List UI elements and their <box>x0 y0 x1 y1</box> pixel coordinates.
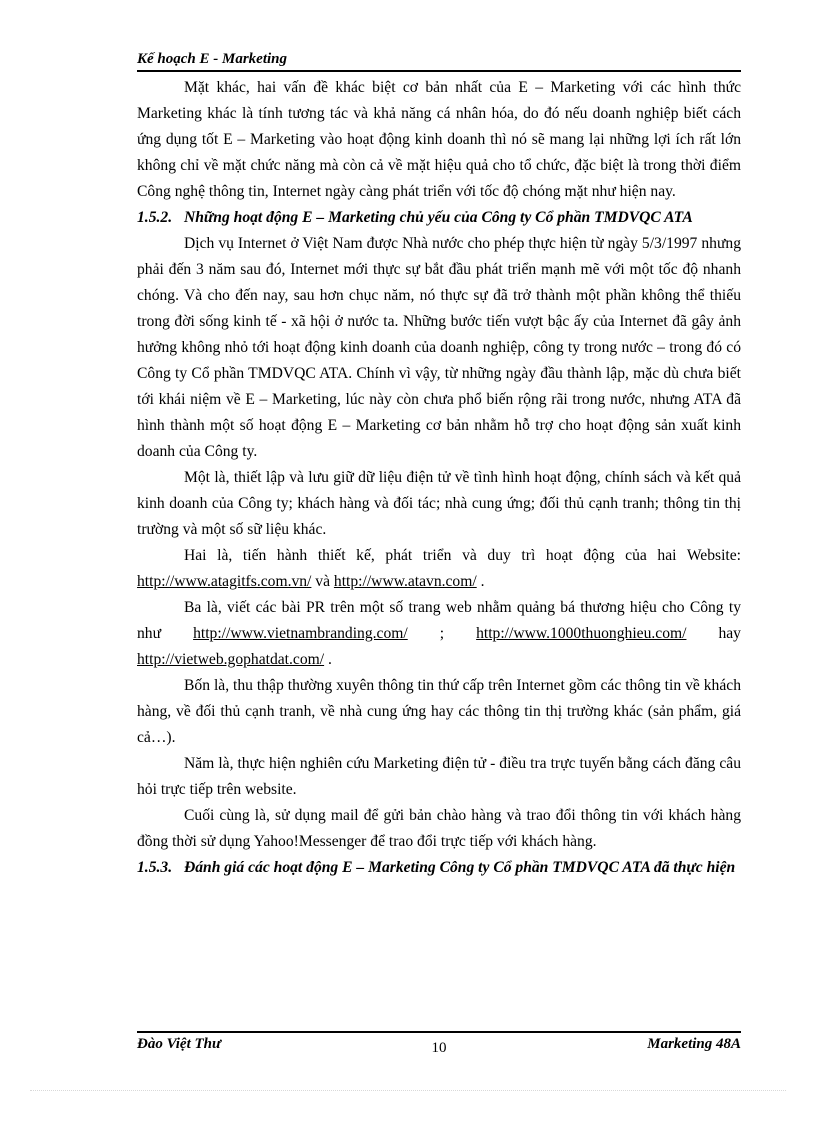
paragraph-text: Hai là, tiến hành thiết kế, phát triển và duy trì hoạt động của hai Website: <box>184 547 741 564</box>
paragraph-text: Ba là, viết các bài PR trên một số trang web nhằm quảng bá thương hiệu cho Công ty như <box>137 599 741 642</box>
header-title: Kế hoạch E - Marketing <box>137 51 288 67</box>
section-heading-1-5-2 <box>137 205 741 231</box>
header-rule <box>137 70 741 72</box>
section-title: Đánh giá các hoạt động E – Marketing Công ty Cổ phần TMDVQC ATA đã thực hiện <box>184 859 736 876</box>
running-header <box>137 50 741 68</box>
link-1000thuonghieu[interactable]: http://www.1000thuonghieu.com/ <box>476 625 687 642</box>
paragraph-text: hay <box>686 625 741 642</box>
paragraph-item-1: Một là, thiết lập và lưu giữ dữ liệu điện tử về tình hình hoạt động, chính sách và kết quả kinh doanh của Công ty; khách hàng và đối tác; nhà cung ứng; đối thủ cạnh tranh; thông tin thị trường và một số sữ liệu khác. <box>137 469 741 538</box>
link-atagitfs[interactable]: http://www.atagitfs.com.vn/ <box>137 573 312 590</box>
paragraph-text: . <box>476 573 485 590</box>
footer-rule <box>137 1031 741 1033</box>
paragraph-intro: Mặt khác, hai vấn đề khác biệt cơ bản nhất của E – Marketing với các hình thức Marketing khác là tính tương tác và khả năng cá nhân hóa, do đó nếu doanh nghiệp biết cách ứng dụng tốt E – Marketing vào hoạt động kinh doanh thì nó sẽ mang lại những lợi ích rất lớn không chỉ về mặt chức năng mà còn cả về mặt hiệu quả cho tổ chức, đặc biệt là trong thời điểm Công nghệ thông tin, Internet ngày càng phát triển với tốc độ chóng mặt như hiện nay. <box>137 79 741 200</box>
section-title: Những hoạt động E – Marketing chủ yếu của Công ty Cổ phần TMDVQC ATA <box>184 209 693 226</box>
paragraph-text: . <box>324 651 332 668</box>
paragraph-internet-history: Dịch vụ Internet ở Việt Nam được Nhà nước cho phép thực hiện từ ngày 5/3/1997 nhưng phải đến 3 năm sau đó, Internet mới thực sự bắt đầu phát triển mạnh mẽ với một tốc độ nhanh chóng. Và cho đến nay, sau hơn chục năm, nó thực sự đã trở thành một phần không thể thiếu trong đời sống kinh tế - xã hội ở nước ta. Những bước tiến vượt bậc ấy của Internet đã gây ảnh hưởng không nhỏ tới hoạt động kinh doanh của doanh nghiệp, công ty trong nước – trong đó có Công ty Cổ phần TMDVQC ATA. Chính vì vậy, từ những ngày đầu thành lập, mặc dù chưa biết tới khái niệm về E – Marketing, lúc này còn chưa phổ biến rộng rãi trong nước, nhưng ATA đã hình thành một số hoạt động E – Marketing cơ bản nhằm hỗ trợ cho hoạt động sản xuất kinh doanh của Công ty. <box>137 235 741 460</box>
page-edge-dotted-line <box>30 1090 786 1091</box>
paragraph-text: ; <box>407 625 477 642</box>
page-number: 10 <box>431 1040 447 1056</box>
section-heading-1-5-3 <box>137 855 741 881</box>
paragraph-text: và <box>311 573 334 590</box>
link-vietweb[interactable]: http://vietweb.gophatdat.com/ <box>137 651 325 668</box>
link-atavn[interactable]: http://www.atavn.com/ <box>333 573 477 590</box>
link-vietnambranding[interactable]: http://www.vietnambranding.com/ <box>193 625 408 642</box>
document-body <box>137 75 741 881</box>
section-number: 1.5.2. <box>137 209 173 226</box>
footer-course: Marketing 48A <box>647 1036 741 1052</box>
paragraph-item-2 <box>137 543 741 595</box>
paragraph-item-5: Năm là, thực hiện nghiên cứu Marketing điện tử - điều tra trực tuyến bằng cách đăng câu hỏi trực tiếp trên website. <box>137 755 741 798</box>
section-number: 1.5.3. <box>137 859 173 876</box>
paragraph-item-4: Bốn là, thu thập thường xuyên thông tin thứ cấp trên Internet gồm các thông tin về khách hàng, về đối thủ cạnh tranh, về nhà cung ứng hay các thông tin thị trường khác (sản phẩm, giá cả…). <box>137 677 741 746</box>
footer-author: Đào Việt Thư <box>137 1036 221 1052</box>
paragraph-item-3 <box>137 595 741 673</box>
paragraph-item-6: Cuối cùng là, sử dụng mail để gửi bản chào hàng và trao đổi thông tin với khách hàng đồng thời sử dụng Yahoo!Messenger để trao đổi trực tiếp với khách hàng. <box>137 807 741 850</box>
